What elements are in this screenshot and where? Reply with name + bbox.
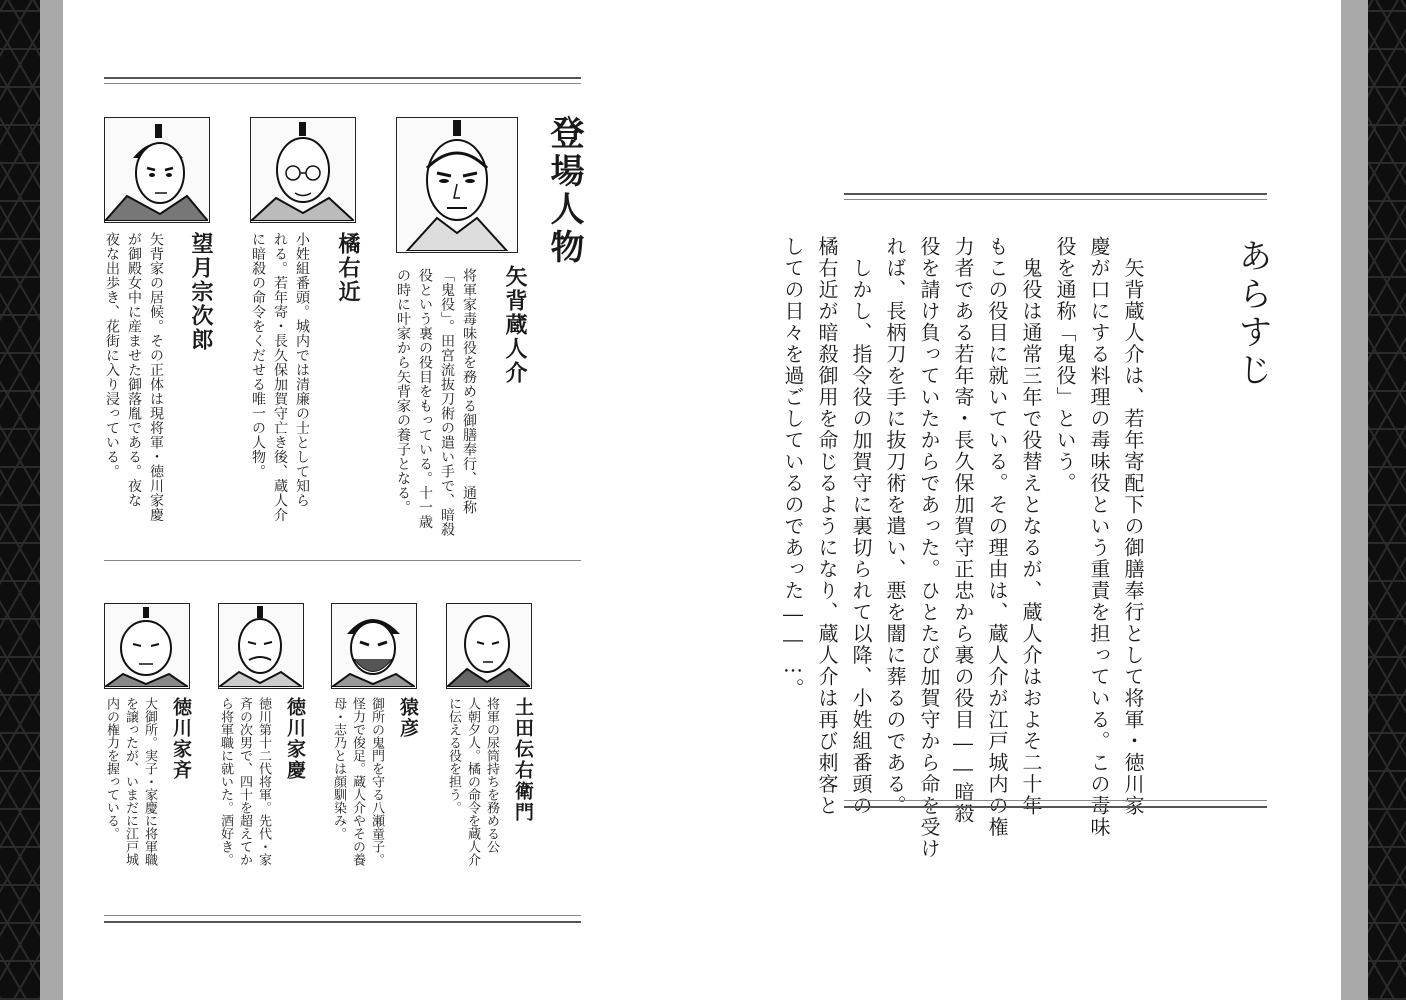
- portrait-kurandonosuke: [396, 117, 518, 253]
- character-name-sojiro: 望月宗次郎: [188, 232, 214, 352]
- synopsis-col-3: 役を通称「鬼役」という。: [1053, 236, 1077, 494]
- synopsis-bottom-rule-inner: [844, 800, 1267, 801]
- old-samurai-glasses-portrait-icon: [251, 118, 354, 221]
- young-samurai-portrait-icon: [105, 118, 208, 221]
- portrait-ienari: [104, 603, 190, 689]
- portrait-denemon: [446, 603, 532, 689]
- synopsis-col-10: 橘右近が暗殺御用を命じるようになり、蔵人介は再び刺客と: [815, 236, 839, 817]
- synopsis-col-5: もこの役目に就いている。その理由は、蔵人介が江戸城内の権: [985, 236, 1009, 838]
- character-name-ienari: 徳川家斉: [170, 697, 192, 781]
- character-desc-ieyoshi: 徳川第十二代将軍。先代・家 斉の次男で、四十を超えてか ら将軍職に就いた。酒好き。: [218, 697, 271, 866]
- bald-man-portrait-icon: [447, 604, 530, 687]
- bottom-double-rule-inner: [104, 915, 581, 916]
- synopsis-col-8: れば、長柄刀を手に抜刀術を遣い、悪を闇に葬るのである。: [883, 236, 907, 817]
- synopsis-bottom-rule: [844, 806, 1267, 808]
- top-double-rule-inner: [104, 83, 581, 84]
- ogosho-ienari-portrait-icon: [105, 604, 188, 687]
- character-desc-ukon: 小姓組番頭。城内では清廉の士として知ら れる。若年寄・長久保加賀守亡き後、蔵人介 に暗殺の命令をくだせる唯一の人物。: [250, 232, 310, 522]
- samurai-portrait-kurandonosuke-icon: [397, 118, 516, 251]
- portrait-ukon: [250, 117, 356, 223]
- character-name-saruhiko: 猿彦: [397, 697, 419, 739]
- character-desc-denemon: 将軍の尿筒持ちを務める公 人朝夕人。橘の命令を蔵人介 に伝える役を担う。: [446, 697, 499, 866]
- synopsis-col-2: 慶が口にする料理の毒味役という重責を担っている。この毒味: [1087, 236, 1111, 838]
- top-double-rule: [104, 77, 581, 79]
- synopsis-col-6: 力者である若年寄・長久保加賀守正忠から裏の役目――暗殺: [951, 236, 975, 825]
- synopsis-top-rule: [844, 193, 1267, 195]
- character-name-ieyoshi: 徳川家慶: [284, 697, 306, 781]
- character-name-kurandonosuke: 矢背蔵人介: [502, 265, 528, 385]
- portrait-ieyoshi: [218, 603, 304, 689]
- character-desc-kurandonosuke: 将軍家毒味役を務める御膳奉行、通称 「鬼役」。田宮流抜刀術の遣い手で、暗殺 役という裏の役目をもっている。十一歳 の時に叶家から矢背家の養子となる。: [395, 268, 477, 537]
- character-desc-ienari: 大御所。実子・家慶に将軍職 を譲ったが、いまだに江戸城 内の権力を握っている。: [104, 697, 157, 866]
- synopsis-col-7: 役を請け負っていたからであった。ひとたび加賀守から命を受け: [917, 236, 941, 860]
- left-pattern-border: [0, 0, 40, 1000]
- portrait-saruhiko: [331, 603, 417, 689]
- right-gray-margin: [1341, 0, 1368, 1000]
- synopsis-body: [781, 236, 1218, 860]
- character-name-ukon: 橘右近: [335, 232, 361, 304]
- right-pattern-border: [1368, 0, 1406, 1000]
- characters-heading: 登場人物: [544, 115, 584, 267]
- bottom-double-rule: [104, 921, 581, 923]
- left-gray-margin: [40, 0, 63, 1000]
- synopsis-col-11: しての日々を過ごしているのであった――…。: [781, 236, 805, 700]
- character-desc-saruhiko: 御所の鬼門を守る八瀬童子。 怪力で俊足。蔵人介やその養 母・志乃とは顔馴染み。: [331, 697, 384, 866]
- bearded-man-portrait-icon: [332, 604, 415, 687]
- synopsis-col-9: しかし、指令役の加賀守に裏切られて以降、小姓組番頭の: [849, 236, 873, 817]
- shogun-ieyoshi-portrait-icon: [219, 604, 302, 687]
- middle-rule: [104, 560, 581, 561]
- character-desc-sojiro: 矢背家の居候。その正体は現将軍・徳川家慶 が御殿女中に産ませた御落胤である。夜な 夜な出歩き、花街に入り浸っている。: [104, 232, 164, 522]
- synopsis-heading: あらすじ: [1232, 238, 1272, 390]
- portrait-sojiro: [104, 117, 210, 223]
- synopsis-top-rule-inner: [844, 199, 1267, 200]
- character-name-denemon: 土田伝右衛門: [512, 697, 534, 823]
- synopsis-col-1: 矢背蔵人介は、若年寄配下の御膳奉行として将軍・徳川家: [1121, 236, 1145, 817]
- synopsis-col-4: 鬼役は通常三年で役替えとなるが、蔵人介はおよそ二十年: [1019, 236, 1043, 817]
